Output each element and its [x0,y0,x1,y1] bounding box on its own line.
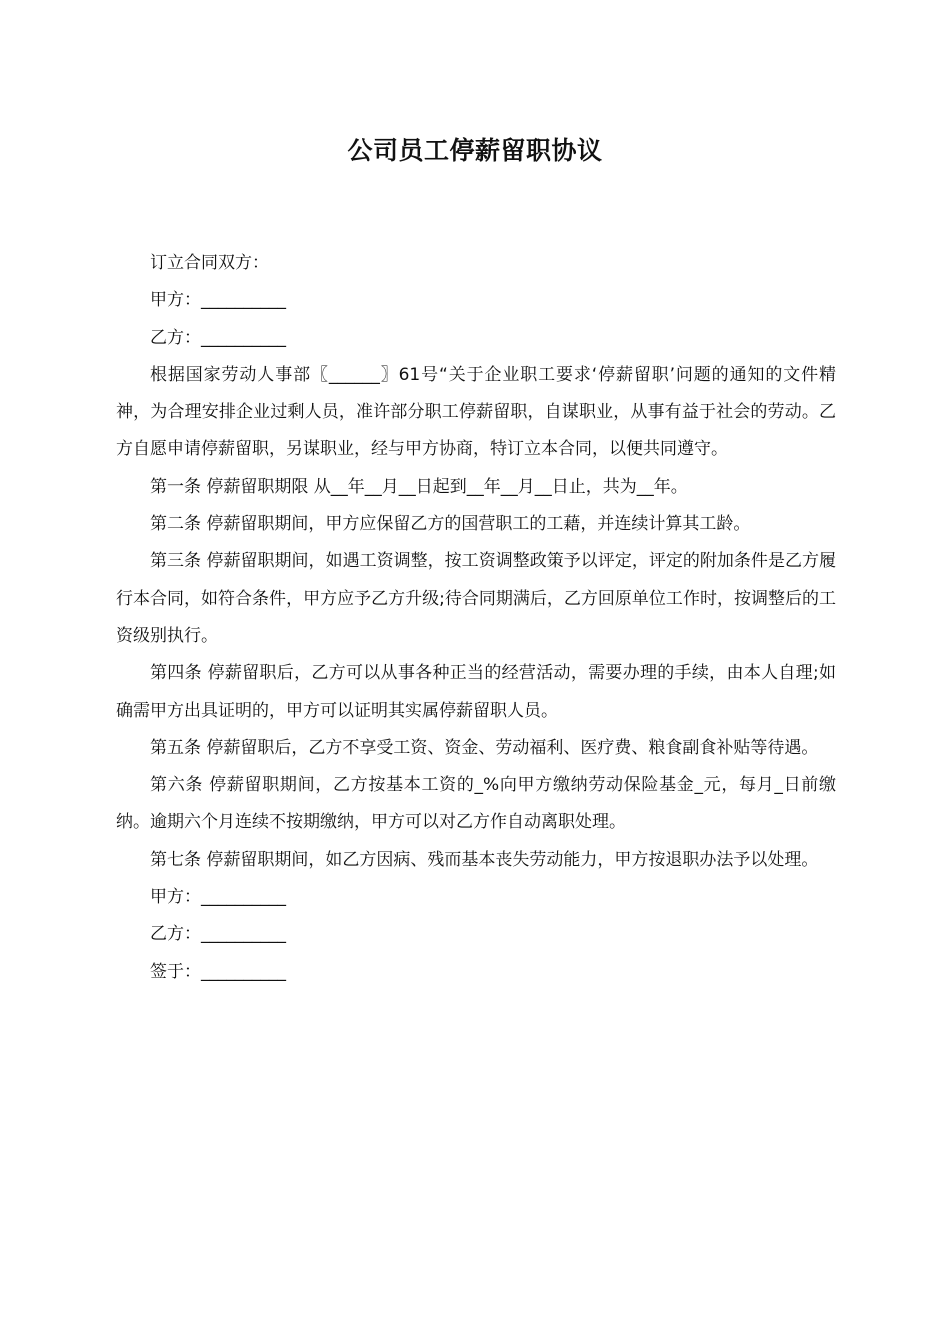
party-b-line: 乙方：__________ [150,327,286,348]
article-2: 第二条 停薪留职期间，甲方应保留乙方的国营职工的工藉，并连续计算其工龄。 [150,514,751,535]
document-title: 公司员工停薪留职协议 [347,136,603,165]
signature-party-a: 甲方：__________ [150,887,286,908]
article-7: 第七条 停薪留职期间，如乙方因病、残而基本丧失劳动能力，甲方按退职办法予以处理。 [150,849,819,870]
contract-parties-heading: 订立合同双方： [150,253,269,273]
signature-signed-at: 签于：__________ [150,961,286,982]
document-body [116,245,836,991]
party-a-line: 甲方：__________ [150,290,286,311]
article-1: 第一条 停薪留职期限 从__年__月__日起到__年__月__日止，共为__年。 [150,476,688,497]
signature-party-b: 乙方：__________ [150,924,286,945]
article-6: 第六条 停薪留职期间，乙方按基本工资的_%向甲方缴纳劳动保险基金_元，每月_日前缴纳。逾期六个月连续不按期缴纳，甲方可以对乙方作自动离职处理。 [116,775,836,833]
article-5: 第五条 停薪留职后，乙方不享受工资、资金、劳动福利、医疗费、粮食副食补贴等待遇。 [150,737,819,758]
preamble-paragraph: 根据国家劳动人事部〖______〗61号“关于企业职工要求‘停薪留职’问题的通知的文件精神，为合理安排企业过剩人员，准许部分职工停薪留职，自谋职业，从事有益于社会的劳动。乙方自愿申请停薪留职，另谋职业，经与甲方协商，特订立本合同，以便共同遵守。 [116,364,836,460]
article-3: 第三条 停薪留职期间，如遇工资调整，按工资调整政策予以评定，评定的附加条件是乙方履行本合同，如符合条件，甲方应予乙方升级;待合同期满后，乙方回原单位工作时，按调整后的工资级别执行。 [116,551,836,646]
article-4: 第四条 停薪留职后，乙方可以从事各种正当的经营活动，需要办理的手续，由本人自理;如确需甲方出具证明的，甲方可以证明其实属停薪留职人员。 [116,663,836,721]
